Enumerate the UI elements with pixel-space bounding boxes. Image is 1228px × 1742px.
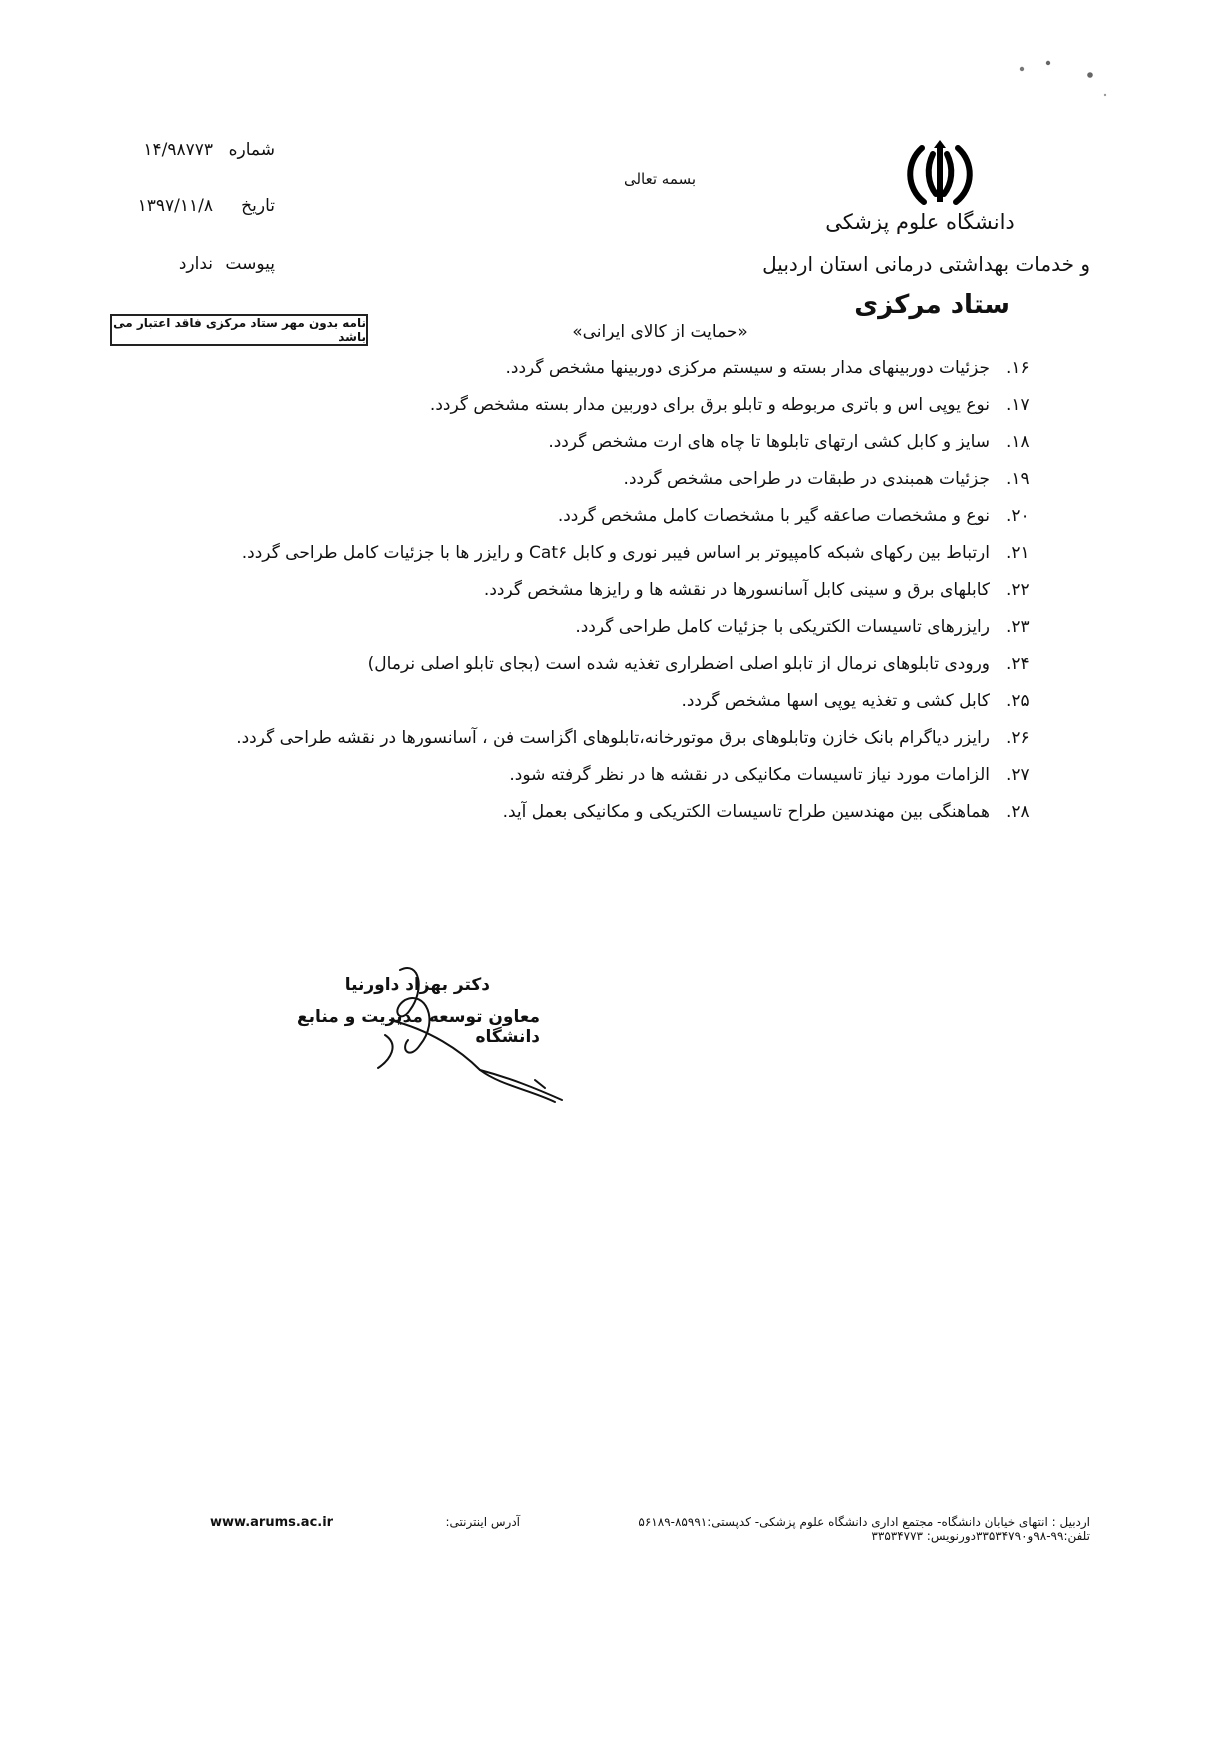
- signatory-name: دکتر بهزاد داورنیا: [344, 975, 490, 995]
- list-item: [240, 757, 1040, 794]
- item-text: کابلهای برق و سینی کابل آسانسورها در نقشه ها و رایزها مشخص گردد.: [483, 580, 990, 600]
- university-subtitle: و خدمات بهداشتی درمانی استان اردبیل: [762, 252, 1090, 276]
- item-text: ورودی تابلوهای نرمال از تابلو اصلی اضطراری تغذیه شده است (بجای تابلو اصلی نرمال): [367, 654, 990, 674]
- item-text: رایزرهای تاسیسات الکتریکی با جزئیات کامل طراحی گردد.: [575, 617, 990, 637]
- item-number: ۲۳.: [1006, 617, 1030, 637]
- list-item: [240, 572, 1040, 609]
- item-text: هماهنگی بین مهندسین طراح تاسیسات الکتریکی و مکانیکی بعمل آید.: [502, 802, 990, 822]
- list-item: [240, 424, 1040, 461]
- department-title: ستاد مرکزی: [854, 290, 1010, 320]
- item-number: ۱۶.: [1006, 358, 1030, 378]
- list-item: [240, 794, 1040, 831]
- item-number: ۲۵.: [1006, 691, 1030, 711]
- item-number: ۱۹.: [1006, 469, 1030, 489]
- item-number: ۲۶.: [1006, 728, 1030, 748]
- list-item: [240, 350, 1040, 387]
- item-text: جزئیات دوربینهای مدار بسته و سیستم مرکزی دوربینها مشخص گردد.: [505, 358, 990, 378]
- letter-date: [137, 196, 275, 224]
- footer-web-label: آدرس اینترنتی:: [445, 1515, 520, 1529]
- item-number: ۲۷.: [1006, 765, 1030, 785]
- list-item: [240, 683, 1040, 720]
- item-text: جزئیات همبندی در طبقات در طراحی مشخص گردد.: [623, 469, 990, 489]
- list-item: [240, 609, 1040, 646]
- attachment-value: ندارد: [178, 254, 213, 274]
- list-item: [240, 387, 1040, 424]
- item-number: ۲۰.: [1006, 506, 1030, 526]
- footer-address: اردبیل : انتهای خیابان دانشگاه- مجتمع اداری دانشگاه علوم پزشکی- کدپستی:۸۵۹۹۱-۵۶۱۸۹ تلفن:۹۹-۹۸و۳۳۵۳۴۷۹۰دورنویس: ۳۳۵۳۴۷۷۳: [638, 1515, 1090, 1543]
- footer-url: www.arums.ac.ir: [210, 1515, 334, 1530]
- item-number: ۲۲.: [1006, 580, 1030, 600]
- item-text: الزامات مورد نیاز تاسیسات مکانیکی در نقشه ها در نظر گرفته شود.: [509, 765, 990, 785]
- letter-number: [140, 140, 275, 168]
- list-item: [240, 461, 1040, 498]
- requirements-list: [236, 350, 1040, 831]
- item-text: ارتباط بین رکهای شبکه کامپیوتر بر اساس فیبر نوری و کابل Cat۶ و رایزر ها با جزئیات کامل طراحی گردد.: [241, 543, 990, 563]
- item-number: ۲۸.: [1006, 802, 1030, 822]
- item-number: ۲۴.: [1006, 654, 1030, 674]
- letter-attachment: [140, 254, 275, 282]
- university-name: دانشگاه علوم پزشکی: [825, 210, 1015, 234]
- validity-notice: نامه بدون مهر ستاد مرکزی فاقد اعتبار می باشد: [110, 314, 368, 346]
- item-text: سایز و کابل کشی ارتهای تابلوها تا چاه های ارت مشخص گردد.: [548, 432, 990, 452]
- date-label: تاریخ: [241, 196, 275, 216]
- number-label: شماره: [228, 140, 275, 160]
- item-number: ۱۸.: [1006, 432, 1030, 452]
- item-text: نوع و مشخصات صاعقه گیر با مشخصات کامل مشخص گردد.: [557, 506, 990, 526]
- item-number: ۲۱.: [1006, 543, 1030, 563]
- item-number: ۱۷.: [1006, 395, 1030, 415]
- iran-emblem-icon: [900, 140, 980, 210]
- handwritten-signature-icon: [330, 950, 570, 1120]
- item-text: رایزر دیاگرام بانک خازن وتابلوهای برق موتورخانه،تابلوهای اگزاست فن ، آسانسورها در نقشه طراحی گردد.: [236, 728, 990, 748]
- list-item: [240, 646, 1040, 683]
- list-item: [240, 498, 1040, 535]
- bismillah: بسمه تعالی: [623, 170, 697, 188]
- item-text: نوع یوپی اس و باتری مربوطه و تابلو برق برای دوربین مدار بسته مشخص گردد.: [429, 395, 990, 415]
- list-item: [236, 720, 1040, 757]
- item-text: کابل کشی و تغذیه یوپی اسها مشخص گردد.: [681, 691, 990, 711]
- slogan: «حمایت از کالای ایرانی»: [572, 322, 748, 342]
- date-value: ۱۳۹۷/۱۱/۸: [137, 196, 213, 216]
- signatory-title: معاون توسعه مدیریت و منابع دانشگاه: [296, 1007, 540, 1047]
- number-value: ۱۴/۹۸۷۷۳: [143, 140, 213, 160]
- attachment-label: پیوست: [225, 254, 275, 274]
- scan-marks: [1010, 55, 1110, 105]
- list-item: [240, 535, 1040, 572]
